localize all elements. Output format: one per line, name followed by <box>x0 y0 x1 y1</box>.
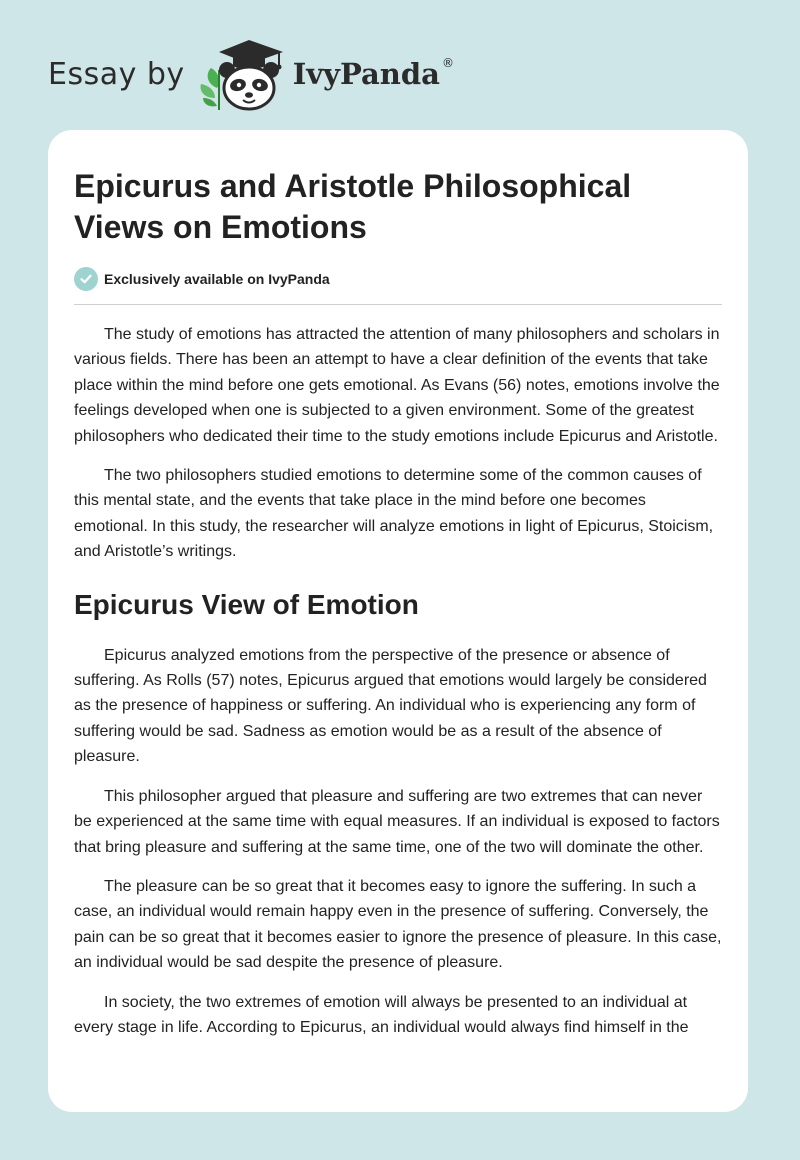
section-heading: Epicurus View of Emotion <box>74 588 419 620</box>
paragraph-section-1: Epicurus analyzed emotions from the perspective of the presence or absence of suffering. As Rolls (57) notes, Epicurus argued that emotions would largely be considered as the presence of happiness or suffering. An individual who is experiencing any form of suffering would be sad. Sadness as emotion would be as a result of the absence of pleasure. <box>74 646 707 766</box>
panda-graduate-icon <box>199 36 291 112</box>
exclusive-badge <box>74 267 722 305</box>
paragraph-section-2: This philosopher argued that pleasure and suffering are two extremes that can never be experienced at the same time with equal measures. If an individual is exposed to factors that bring pleasure and suffering at the same time, one of the two will dominate the other. <box>74 787 720 856</box>
exclusive-label: Exclusively available on IvyPanda <box>104 271 330 287</box>
brand-prefix: Essay by <box>48 56 185 92</box>
essay-card <box>48 130 748 1112</box>
site-brand[interactable] <box>48 36 454 112</box>
paragraph-section-4: In society, the two extremes of emotion will always be presented to an individual at every stage in life. According to Epicurus, an individual would always find himself in the <box>74 993 689 1036</box>
registered-mark: ® <box>441 56 454 70</box>
brand-name: IvyPanda <box>292 57 440 91</box>
leaf-icon <box>200 68 218 110</box>
paragraph-intro-2: The two philosophers studied emotions to determine some of the common causes of this mental state, and the events that take place in the mind before one becomes emotional. In this study, the researcher will analyze emotions in light of Epicurus, Stoicism, and Aristotle’s writings. <box>74 467 714 561</box>
essay-title: Epicurus and Aristotle Philosophical Views on Emotions <box>74 168 632 245</box>
paragraph-intro-1: The study of emotions has attracted the attention of many philosophers and scholars in various fields. There has been an attempt to have a clear definition of the events that take place within the mind before one gets emotional. As Evans (56) notes, emotions involve the feelings developed when one is subjected to a given environment. Some of the greatest philosophers who dedicated their time to the study emotions include Epicurus and Aristotle. <box>74 326 720 445</box>
check-icon <box>74 267 98 291</box>
essay-content <box>48 130 748 1040</box>
paragraph-section-3: The pleasure can be so great that it becomes easy to ignore the suffering. In such a case, an individual would remain happy even in the presence of suffering. Conversely, the pain can be so great that it becomes easier to ignore the presence of pleasure. In this case, an individual would be sad despite the presence of pleasure. <box>74 877 722 972</box>
